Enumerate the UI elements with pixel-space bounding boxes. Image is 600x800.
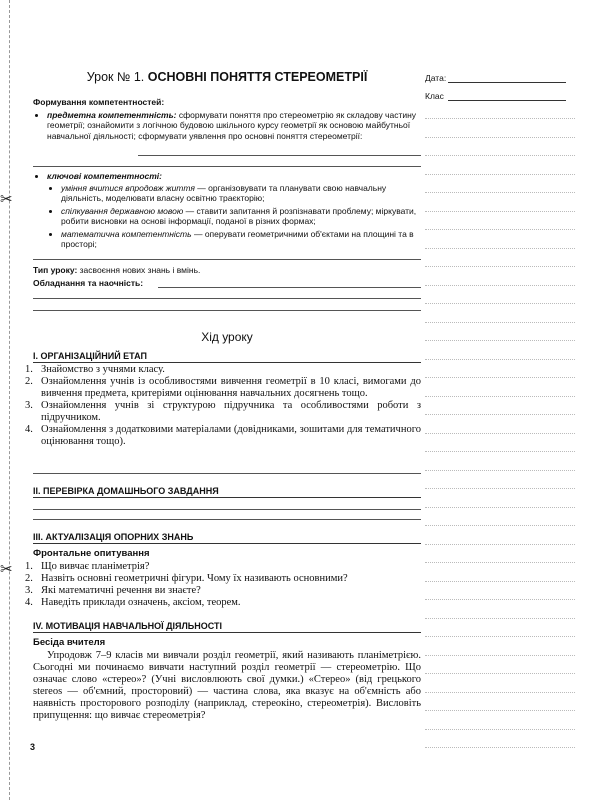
note-line[interactable] [425, 655, 575, 656]
note-line[interactable] [425, 581, 575, 582]
equipment-field[interactable] [158, 287, 421, 288]
key-item: • спілкування державною мовою — ставити запитання й розпізнавати проблему; міркувати, робити висновки на основі інформації, поданої в різних формах; [61, 206, 421, 227]
list-item: 2. Ознайомлення учнів із особливостями вивчення геометрії в 10 класі, вимогами до вивчення предмета, критеріями оцінювання навчальних досягнень тощо. [25, 376, 421, 399]
note-line[interactable] [425, 192, 575, 193]
frontal-survey-heading: Фронтальне опитування [33, 548, 150, 559]
competencies-heading: Формування компетентностей: [33, 97, 165, 107]
note-line[interactable] [425, 729, 575, 730]
note-line[interactable] [425, 229, 575, 230]
note-line[interactable] [425, 673, 575, 674]
blank-line[interactable] [33, 509, 421, 510]
page-number: 3 [30, 742, 36, 752]
note-line[interactable] [425, 248, 575, 249]
note-line[interactable] [425, 544, 575, 545]
note-line[interactable] [425, 451, 575, 452]
note-line[interactable] [425, 507, 575, 508]
subject-label: предметна компетентність: [47, 109, 177, 120]
note-line[interactable] [425, 285, 575, 286]
note-line[interactable] [425, 396, 575, 397]
note-line[interactable] [425, 525, 575, 526]
note-line[interactable] [425, 636, 575, 637]
note-line[interactable] [425, 599, 575, 600]
lesson-number: Урок № 1. [86, 70, 148, 84]
note-line[interactable] [425, 470, 575, 471]
note-line[interactable] [425, 266, 575, 267]
note-line[interactable] [425, 174, 575, 175]
note-line[interactable] [425, 155, 575, 156]
date-field[interactable] [448, 82, 566, 83]
note-line[interactable] [425, 618, 575, 619]
class-label: Клас [425, 91, 444, 101]
list-item: 3. Ознайомлення учнів зі структурою підручника та особливостями роботи з підручником. [25, 400, 421, 423]
key-item: • уміння вчитися впродовж життя — організовувати та планувати свою навчальну діяльність, моделювати власну освітню траєкторію; [61, 183, 421, 204]
subject-text: сформувати поняття про стереометрію як складову частину геометрії; ознайомити з логічною будовою шкільного курсу геометрії як основою майбутньої навчальної діяльності; сформувати уявлення про основні поняття стереометрії: [47, 109, 417, 141]
date-label: Дата: [425, 73, 447, 83]
list-item: 1. Знайомство з учнями класу. [25, 364, 165, 375]
section-actualization: III. АКТУАЛІЗАЦІЯ ОПОРНИХ ЗНАНЬ [33, 532, 421, 544]
page-title [33, 70, 421, 84]
section-homework: II. ПЕРЕВІРКА ДОМАШНЬОГО ЗАВДАННЯ [33, 486, 421, 498]
teacher-talk-paragraph: Упродовж 7–9 класів ми вивчали розділ геометрії, який називають планіметрією. Сьогодні ми починаємо вивчати наступний розділ геометрії — стереометрію. Що означає слово «стерео»? (Учні висловлюють свої думки.) «Стерео» (від грецького stereos — об'ємний, просторовий) — частина слова, яка вказує на об'ємність або наявність просторового розподілу (наприклад, стереокіно, стереометрія). Висловіть припущення: що вивчає стереометрія? [33, 650, 421, 721]
section-motivation: IV. МОТИВАЦІЯ НАВЧАЛЬНОЇ ДІЯЛЬНОСТІ [33, 621, 421, 633]
scissors-icon: ✂ [0, 191, 13, 208]
blank-line[interactable] [33, 473, 421, 474]
note-line[interactable] [425, 303, 575, 304]
key-item: • математична компетентність — оперувати геометричними об'єктами на площині та в просторі; [61, 229, 421, 250]
lesson-type: Тип уроку: засвоєння нових знань і вмінь. [33, 265, 201, 275]
note-line[interactable] [425, 211, 575, 212]
blank-line[interactable] [33, 166, 421, 167]
cut-line [9, 0, 10, 800]
lesson-title: ОСНОВНІ ПОНЯТТЯ СТЕРЕОМЕТРІЇ [147, 70, 368, 84]
list-item: 4. Ознайомлення з додатковими матеріалами (довідниками, зошитами для тематичного оцінювання тощо). [25, 424, 421, 447]
key-label: ключові компетентності: [47, 171, 163, 181]
note-line[interactable] [425, 692, 575, 693]
subject-competence [47, 110, 421, 142]
competencies-block [33, 97, 421, 141]
equipment-label: Обладнання та наочність: [33, 278, 144, 288]
scissors-icon: ✂ [0, 561, 13, 578]
key-competencies [33, 171, 421, 250]
survey-list [25, 561, 421, 609]
list-item: 2. Назвіть основні геометричні фігури. Чому їх називають основними? [25, 573, 348, 584]
list-item: 1. Що вивчає планіметрія? [25, 561, 150, 572]
note-line[interactable] [425, 118, 575, 119]
note-line[interactable] [425, 433, 575, 434]
note-line[interactable] [425, 137, 575, 138]
organizational-list [25, 364, 421, 448]
note-line[interactable] [425, 322, 575, 323]
section-organizational: I. ОРГАНІЗАЦІЙНИЙ ЕТАП [33, 351, 421, 363]
list-item: 4. Наведіть приклади означень, аксіом, теорем. [25, 597, 241, 608]
note-line[interactable] [425, 562, 575, 563]
note-line[interactable] [425, 710, 575, 711]
note-line[interactable] [425, 488, 575, 489]
course-heading: Хід уроку [201, 330, 253, 344]
note-line[interactable] [425, 340, 575, 341]
blank-line[interactable] [33, 310, 421, 311]
note-line[interactable] [425, 359, 575, 360]
teacher-talk-heading: Бесіда вчителя [33, 637, 106, 648]
blank-line[interactable] [33, 259, 421, 260]
concepts-blank[interactable] [138, 155, 421, 156]
blank-line[interactable] [33, 519, 421, 520]
list-item: 3. Які математичні речення ви знаєте? [25, 585, 201, 596]
class-field[interactable] [448, 100, 566, 101]
note-line[interactable] [425, 747, 575, 748]
note-line[interactable] [425, 377, 575, 378]
blank-line[interactable] [33, 298, 421, 299]
note-line[interactable] [425, 414, 575, 415]
